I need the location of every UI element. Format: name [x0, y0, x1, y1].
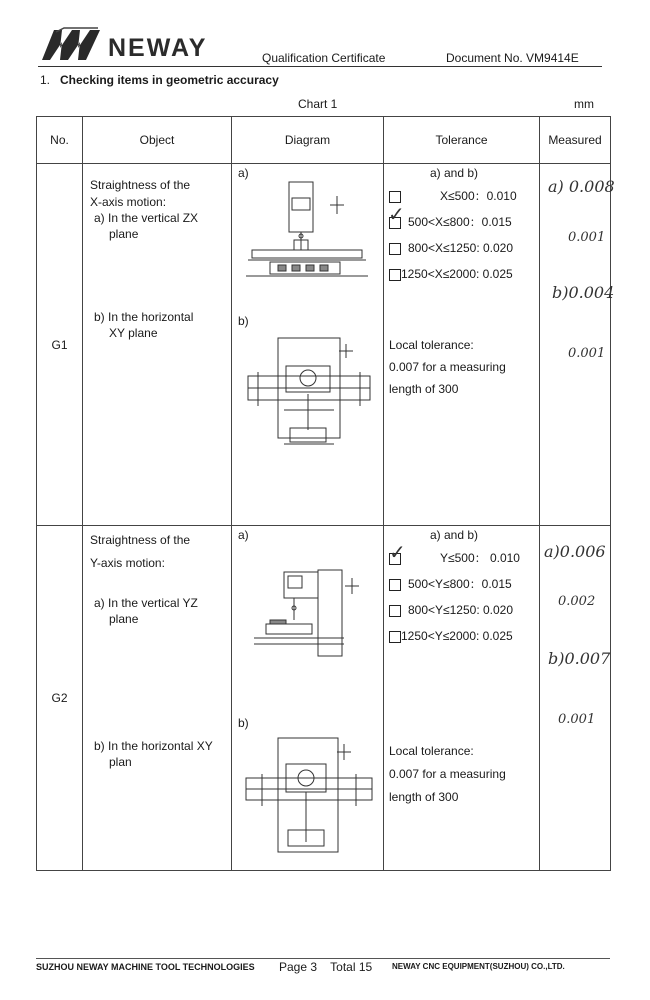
- object-title-line2: Y-axis motion:: [90, 556, 165, 570]
- footer-company-right: NEWAY CNC EQUIPMENT(SUZHOU) CO.,LTD.: [392, 962, 565, 971]
- tolerance-option-3: 800<X≤1250: 0.020: [408, 241, 514, 255]
- machine-side-diagram-icon: [244, 564, 374, 668]
- tolerance-checkbox: [389, 605, 401, 617]
- column-header-no: No.: [37, 117, 83, 164]
- neway-logo-icon: [38, 24, 104, 64]
- measured-cell: [540, 526, 611, 871]
- section-title: Checking items in geometric accuracy: [60, 73, 279, 87]
- company-logo-text: NEWAY: [108, 34, 208, 62]
- table-row-g1: [37, 164, 611, 526]
- object-a-line2: plane: [109, 612, 139, 626]
- object-cell: [83, 526, 232, 871]
- tolerance-option-2: 500<X≤800：0.015: [408, 215, 512, 229]
- object-a-line1: a) In the vertical ZX: [94, 211, 199, 225]
- footer-company-left: SUZHOU NEWAY MACHINE TOOL TECHNOLOGIES: [36, 962, 255, 972]
- diagram-cell: [232, 164, 384, 526]
- tolerance-option-1: Y≤500： 0.010: [440, 551, 520, 565]
- footer-rule: [36, 958, 610, 959]
- column-header-object: Object: [83, 117, 232, 164]
- checkmark-icon: ✓: [388, 204, 405, 226]
- tolerance-checkbox: [389, 631, 401, 643]
- measured-a-value: a)0.006: [544, 542, 606, 561]
- local-tolerance-value: 0.007 for a measuring: [389, 360, 506, 374]
- header-rule: [38, 66, 602, 67]
- measured-a-value: a) 0.008: [548, 177, 615, 196]
- row-number: G2: [37, 526, 83, 871]
- tolerance-option-4: 1250<Y≤2000: 0.025: [401, 629, 513, 643]
- object-b-line1: b) In the horizontal XY: [94, 739, 213, 753]
- machine-plan-diagram-icon: [244, 734, 374, 858]
- tolerance-option-4: 1250<X≤2000: 0.025: [401, 267, 513, 281]
- diagram-a-label: a): [238, 528, 249, 542]
- tolerance-option-3: 800<Y≤1250: 0.020: [408, 603, 514, 617]
- tolerance-checkbox: [389, 243, 401, 255]
- measured-a-local: 0.001: [568, 230, 606, 245]
- tolerance-cell: [384, 164, 540, 526]
- diagram-cell: [232, 526, 384, 871]
- tolerance-option-2: 500<Y≤800：0.015: [408, 577, 512, 591]
- measured-cell: [540, 164, 615, 526]
- tolerance-option-1: X≤500：0.010: [440, 189, 517, 203]
- object-cell: [83, 164, 232, 526]
- local-tolerance-label: Local tolerance:: [389, 338, 474, 352]
- object-b-line2: plan: [109, 755, 132, 769]
- tolerance-head: a) and b): [430, 166, 479, 180]
- machine-front-diagram-icon: [244, 178, 374, 288]
- unit-label: mm: [574, 97, 594, 111]
- object-b-line1: b) In the horizontal: [94, 310, 194, 324]
- column-header-diagram: Diagram: [232, 117, 384, 164]
- table-row-g2: [37, 526, 611, 871]
- section-number: 1.: [40, 73, 51, 87]
- local-tolerance-length: length of 300: [389, 790, 459, 804]
- diagram-b-label: b): [238, 716, 249, 730]
- measured-b-local: 0.001: [558, 712, 596, 727]
- tolerance-checkbox: [389, 579, 401, 591]
- tolerance-head: a) and b): [430, 528, 479, 542]
- geometric-accuracy-table: [36, 116, 615, 871]
- column-header-measured: Measured: [540, 117, 611, 164]
- column-header-tolerance: Tolerance: [384, 117, 540, 164]
- object-title-line2: X-axis motion:: [90, 195, 167, 209]
- document-title: Qualification Certificate: [262, 51, 386, 65]
- measured-b-value: b)0.004: [552, 283, 615, 302]
- object-a-line1: a) In the vertical YZ: [94, 596, 198, 610]
- chart-label: Chart 1: [298, 97, 338, 111]
- local-tolerance-label: Local tolerance:: [389, 744, 474, 758]
- tolerance-checkbox: [389, 191, 401, 203]
- object-title-line1: Straightness of the: [90, 178, 191, 192]
- machine-top-diagram-icon: [244, 332, 374, 454]
- diagram-b-label: b): [238, 314, 249, 328]
- table-header-row: [37, 117, 611, 164]
- local-tolerance-value: 0.007 for a measuring: [389, 767, 506, 781]
- object-b-line2: XY plane: [109, 326, 158, 340]
- tolerance-checkbox: [389, 269, 401, 281]
- row-number: G1: [37, 164, 83, 526]
- object-title-line1: Straightness of the: [90, 533, 191, 547]
- measured-b-value: b)0.007: [548, 649, 611, 668]
- tolerance-cell: [384, 526, 540, 871]
- local-tolerance-length: length of 300: [389, 382, 459, 396]
- measured-a-local: 0.002: [558, 594, 596, 609]
- footer-page-info: Page 3 Total 15: [279, 960, 373, 974]
- document-number: Document No. VM9414E: [446, 51, 579, 65]
- object-a-line2: plane: [109, 227, 139, 241]
- diagram-a-label: a): [238, 166, 249, 180]
- measured-b-local: 0.001: [568, 346, 606, 361]
- checkmark-icon: ✓: [389, 542, 406, 564]
